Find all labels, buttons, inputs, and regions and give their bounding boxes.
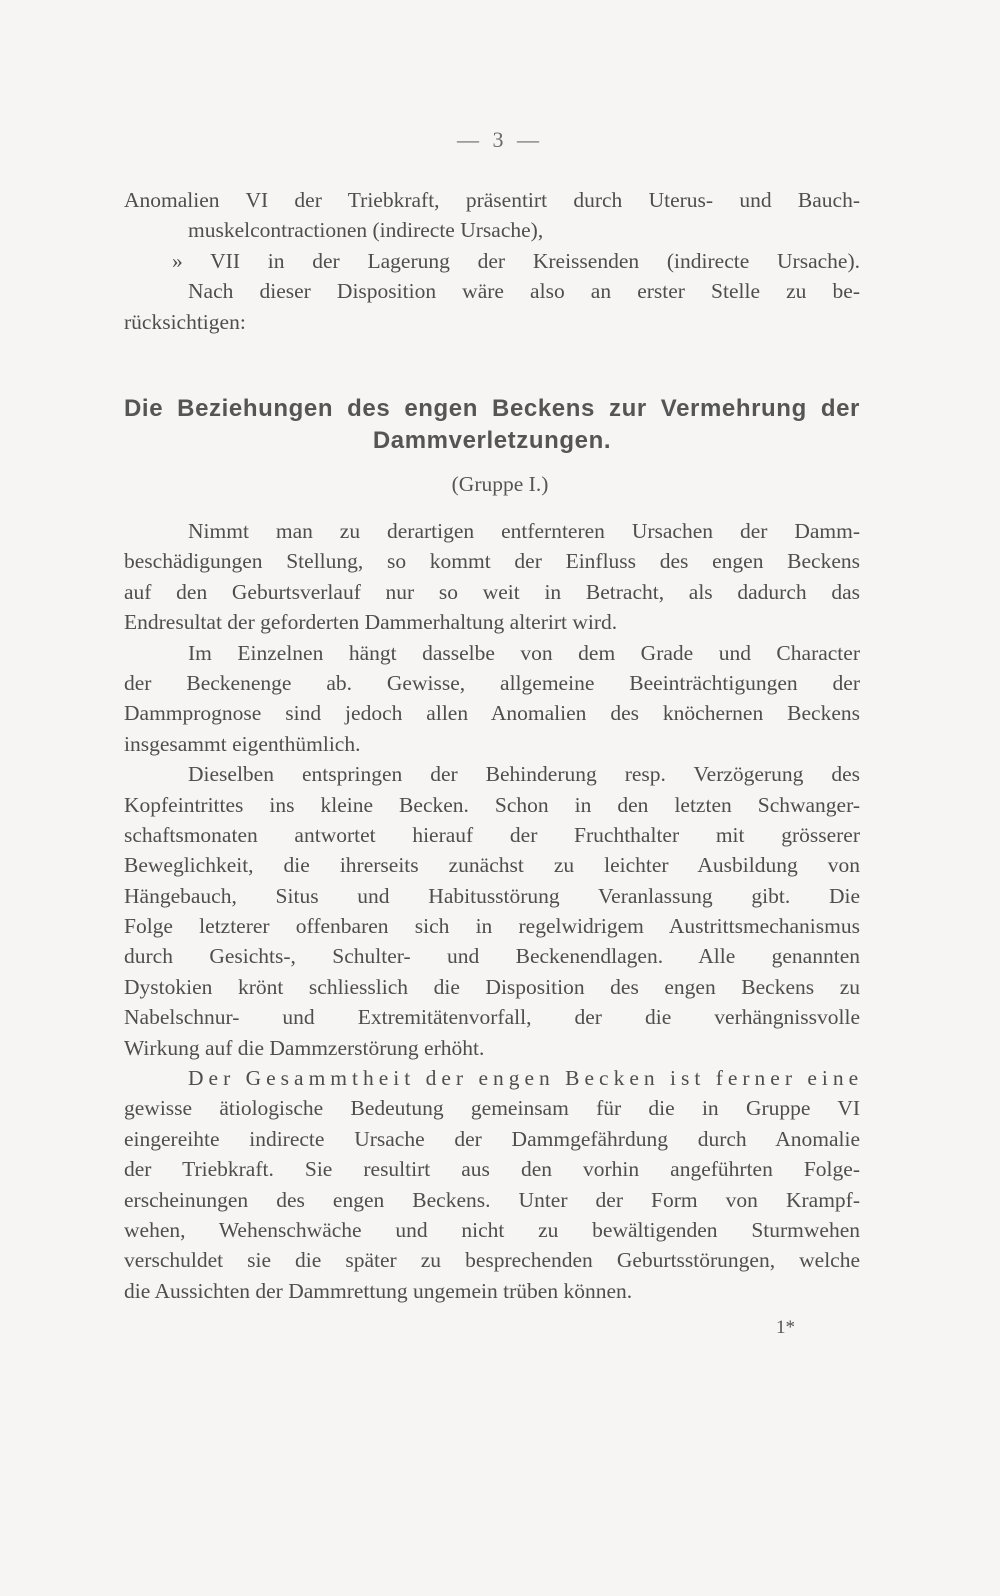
signature-mark: 1* [776,1317,795,1338]
text-line: der Beckenenge ab. Gewisse, allgemeine Beeinträchtigungen der [124,670,860,695]
section-heading [124,393,860,457]
text-line: insgesammt eigenthümlich. [124,731,361,756]
main-text-block [124,516,864,1306]
text-line: die Aussichten der Dammrettung ungemein trüben können. [124,1278,633,1303]
text-line: Nabelschnur- und Extremitätenvorfall, der die verhängnissvolle [124,1005,860,1030]
text-line: Wirkung auf die Dammzerstörung erhöht. [124,1035,485,1060]
intro-paragraph-block [124,185,860,337]
text-line: der Triebkraft. Sie resultirt aus den vorhin angeführten Folge- [124,1157,860,1182]
text-line: schaftsmonaten antwortet hierauf der Fruchthalter mit grösserer [124,822,860,847]
text-line: Beweglichkeit, die ihrerseits zunächst zu leichter Ausbildung von [124,853,860,878]
text-line: erscheinungen des engen Beckens. Unter der Form von Krampf- [124,1187,860,1212]
text-line: Anomalien VI der Triebkraft, präsentirt durch Uterus- und Bauch- [124,188,860,212]
text-line: Im Einzelnen hängt dasselbe von dem Grade und Character [188,640,860,665]
text-line: muskelcontractionen (indirecte Ursache), [188,218,544,243]
page-number: — 3 — [457,127,543,152]
text-line: Nimmt man zu derartigen entfernteren Ursachen der Damm- [188,519,860,543]
text-line: wehen, Wehenschwäche und nicht zu bewältigenden Sturmwehen [124,1217,860,1242]
text-line: Hängebauch, Situs und Habitusstörung Veranlassung gibt. Die [124,883,860,908]
text-line: gewisse ätiologische Bedeutung gemeinsam für die in Gruppe VI [124,1096,860,1121]
text-line: beschädigungen Stellung, so kommt der Einfluss des engen Beckens [124,549,860,574]
text-line: Endresultat der geforderten Dammerhaltung alterirt wird. [124,610,618,635]
text-line: Kopfeintrittes ins kleine Becken. Schon in den letzten Schwanger- [124,792,860,817]
text-line: Nach dieser Disposition wäre also an erster Stelle zu be- [188,279,860,304]
text-line: durch Gesichts-, Schulter- und Beckenendlagen. Alle genannten [124,944,860,969]
text-line: Dieselben entspringen der Behinderung resp. Verzögerung des [188,762,860,787]
text-line: Dystokien krönt schliesslich die Disposition des engen Beckens zu [124,974,860,999]
text-line: verschuldet sie die später zu besprechenden Geburtsstörungen, welche [124,1248,860,1273]
text-line: Dammprognose sind jedoch allen Anomalien des knöchernen Beckens [124,701,860,726]
text-line: Der Gesammtheit der engen Becken ist ferner eine [188,1066,864,1091]
text-line: Folge letzterer offenbaren sich in regelwidrigem Austrittsmechanismus [124,914,860,939]
text-line: rücksichtigen: [124,309,246,334]
section-heading-line-2: Dammverletzungen. [372,427,612,454]
group-label: (Gruppe I.) [451,472,549,496]
text-line: » VII in der Lagerung der Kreissenden (indirecte Ursache). [172,248,860,273]
text-line: auf den Geburtsverlauf nur so weit in Betracht, als dadurch das [124,579,860,604]
section-heading-line-1: Die Beziehungen des engen Beckens zur Vermehrung der [124,395,860,422]
text-line: eingereihte indirecte Ursache der Dammgefährdung durch Anomalie [124,1126,860,1151]
